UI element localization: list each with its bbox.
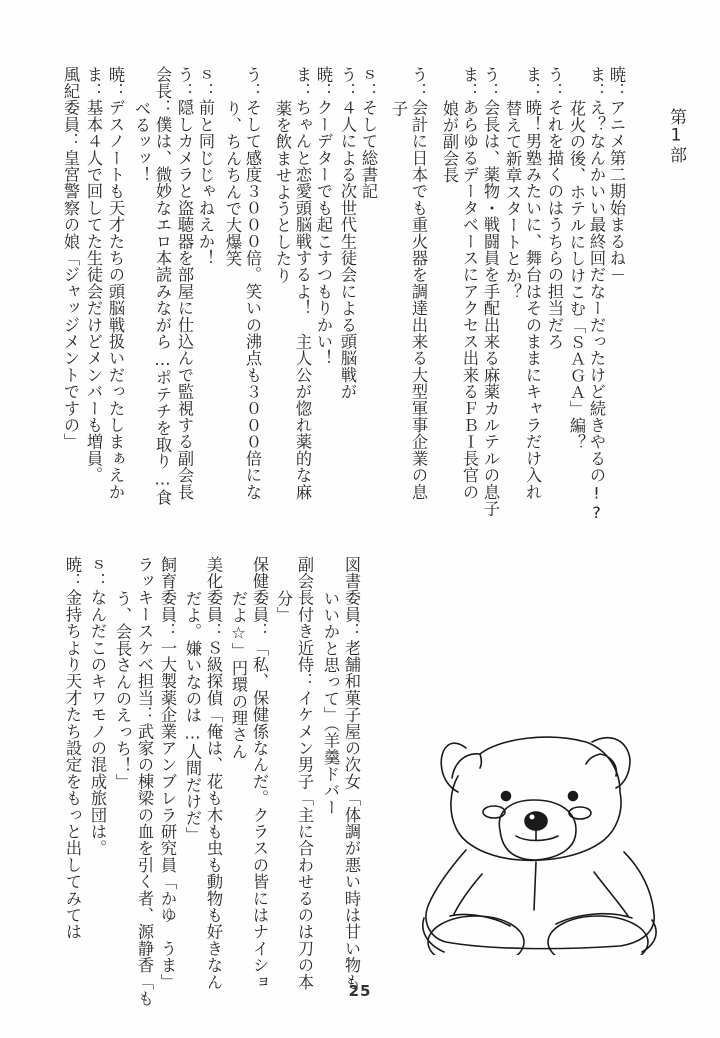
top-dialogue-line: ま：ちゃんと恋愛頭脳戦するよ！ 主人公が惚れ薬的な麻	[293, 66, 312, 501]
top-dialogue-line: べるッッ！	[132, 100, 151, 184]
bottom-dialogue-line: 分」	[274, 590, 293, 624]
top-dialogue-line: う：それを描くのはうちらの担当だろ	[545, 66, 564, 350]
bottom-dialogue-line: 飼育委員：一大製薬企業アンブレラ研究員「かゆ うま」	[158, 556, 177, 991]
page-number: 25	[348, 982, 372, 1000]
top-dialogue-line: 会長：僕は、微妙なエロ本読みながら…ポテチを取り…食	[153, 66, 172, 506]
bottom-dialogue-line: だよ。嫌いなのは…人間だけだ」	[183, 590, 202, 844]
bottom-dialogue-line: ｓ：なんだこのキワモノの混成旅団は。	[88, 556, 107, 857]
bottom-dialogue-line: いいかと思って」（羊羹ドバー	[321, 590, 340, 816]
top-dialogue-line: ま：あらゆるデータベースにアクセス出来るＦＢＩ長官の	[460, 66, 479, 501]
bottom-dialogue-line: 保健委員：「私、保健係なんだ。クラスの皆にはナイショ	[250, 556, 269, 991]
top-dialogue-line: 花火の後、ホテルにしけこむ「ＳＡＧＡ」編？	[567, 100, 586, 451]
top-dialogue-line: ｓ：そして総書記	[359, 66, 378, 200]
top-dialogue-line: ま：暁！男塾みたいに、舞台はそのままにキャラだけ入れ	[523, 66, 542, 501]
teddy-bear-illustration	[420, 680, 680, 955]
left-eye-icon	[502, 792, 511, 801]
bottom-dialogue-line: だよ☆」円環の理さん	[229, 590, 248, 760]
bottom-dialogue-line: 暁：金持ちより天才たち設定をもっと出してみては	[63, 556, 82, 941]
top-dialogue-line: う：会長は、薬物・戦闘員を手配出来る麻薬カルテルの息子	[481, 66, 500, 517]
bottom-dialogue-line: 美化委員：Ｓ級探偵「俺は、花も木も虫も動物も好きなん	[204, 556, 223, 991]
top-dialogue-line: 風紀委員：皇宮警察の娘「ジャッジメントですの」	[61, 66, 80, 451]
top-dialogue-line: う：会計に日本でも重火器を調達出来る大型軍事企業の息	[409, 66, 428, 501]
top-dialogue-line: り、ちんちんで大爆笑	[223, 100, 242, 267]
top-dialogue-line: ｓ：前と同じじゃねえか！	[196, 66, 215, 267]
top-dialogue-line: う：４人による次世代生徒会による頭脳戦が	[338, 66, 357, 400]
top-dialogue-line: 暁：デスノートも天才たちの頭脳戦扱いだったしまぁえか	[106, 66, 125, 501]
top-dialogue-line: 娘が副会長	[440, 100, 459, 184]
top-dialogue-line: う：隠しカメラと盗聴器を部屋に仕込んで監視する副会長	[175, 66, 194, 501]
top-dialogue-line: ま：基本４人で回してた生徒会だけどメンバーも増員。	[84, 66, 103, 484]
bottom-dialogue-line: 図書委員：老舗和菓子屋の次女「体調が悪い時は甘い物も	[342, 556, 361, 991]
section-heading: 第1部	[666, 108, 686, 164]
bottom-dialogue-line: う、会長さんのえっち！」	[113, 590, 132, 791]
top-dialogue-line: 薬を飲ませようとしたり	[273, 100, 292, 284]
bear-body-icon	[426, 850, 654, 949]
bottom-dialogue-line: 副会長付き近侍：イケメン男子「主に合わせるのは刀の本	[295, 556, 314, 991]
top-dialogue-line: 暁：クーデターでも起こすつもりかい！	[314, 66, 333, 367]
top-dialogue-line: 替えて新章スタートとか？	[503, 100, 522, 301]
top-dialogue-line: 暁：アニメ第二期始まるね－	[607, 66, 626, 284]
top-dialogue-line: ま：え？なんかいい最終回だなーだったけど続きやるの!?	[587, 66, 606, 523]
top-dialogue-line: 子	[389, 100, 408, 117]
right-ear-icon	[592, 738, 630, 788]
right-eye-icon	[569, 792, 578, 801]
top-dialogue-line: う：そして感度３０００倍。笑いの沸点も３０００倍にな	[243, 66, 262, 501]
bear-nose-icon	[525, 812, 547, 830]
bottom-dialogue-line: ラッキースケベ担当：武家の棟梁の血を引く者、源静香「も	[135, 556, 154, 1007]
